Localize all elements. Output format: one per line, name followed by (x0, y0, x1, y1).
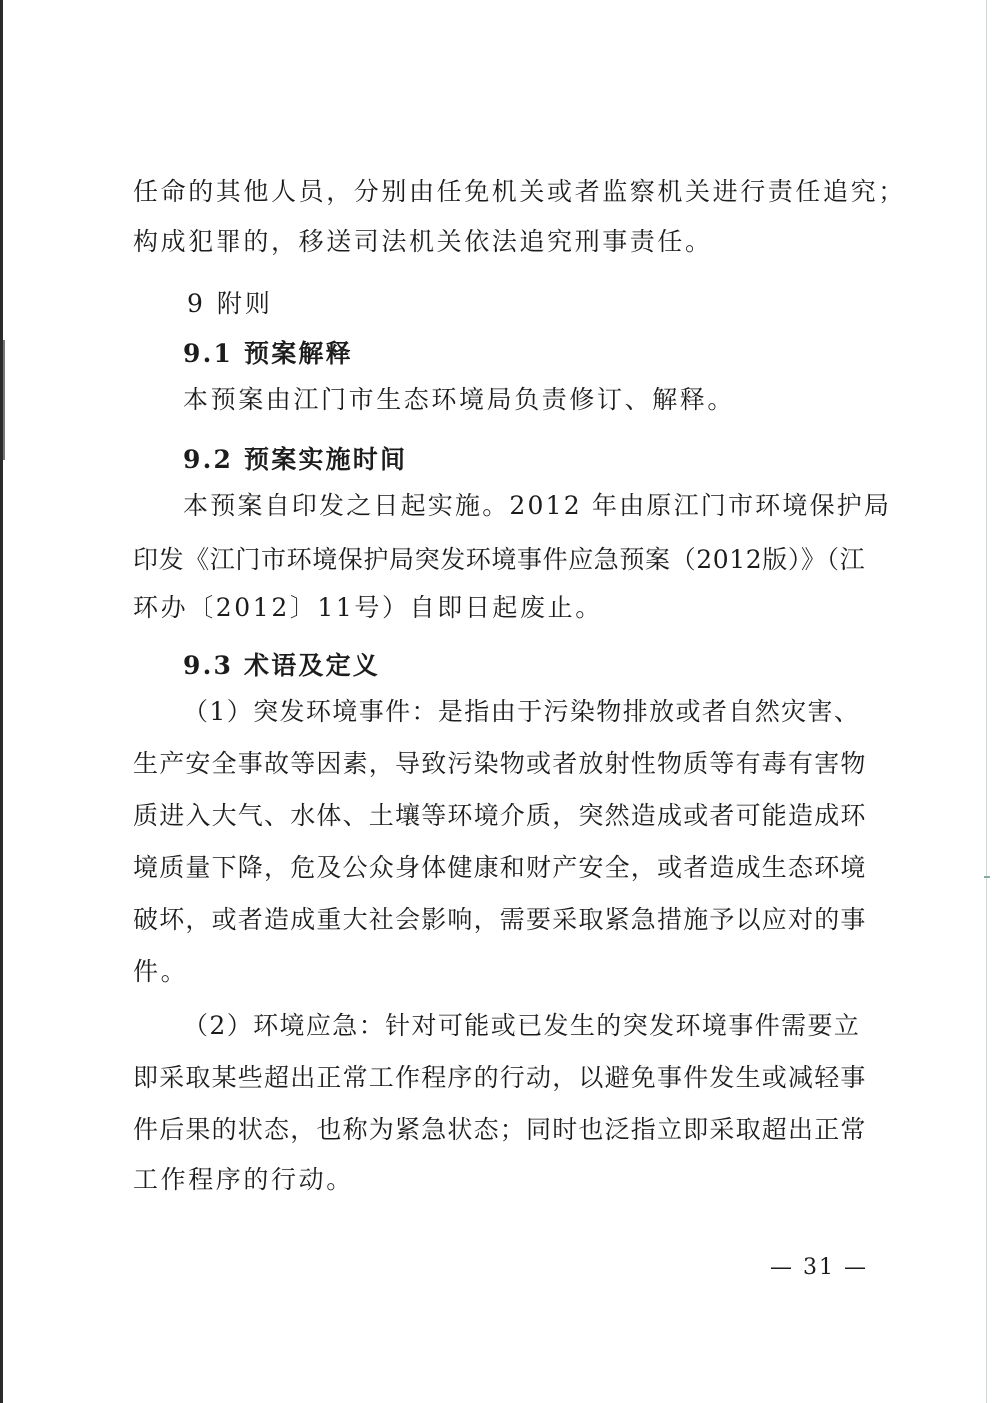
body-line: 印发《江门市环境保护局突发环境事件应急预案（2012版）》（江 (133, 545, 866, 574)
body-line: 本预案自印发之日起实施。2012 年由原江门市环境保护局 (183, 491, 892, 520)
scan-edge-left (0, 0, 3, 1403)
body-line: 本预案由江门市生态环境局负责修订、解释。 (183, 385, 736, 414)
body-line: 任命的其他人员，分别由任免机关或者监察机关进行责任追究； (133, 177, 906, 206)
body-line: 即采取某些超出正常工作程序的行动，以避免事件发生或减轻事 (133, 1063, 867, 1092)
body-line: 件。 (133, 957, 189, 986)
subsection-heading-9-1: 9.1 预案解释 (183, 339, 353, 368)
section-heading-9: 9 附则 (187, 289, 273, 318)
body-line: 件后果的状态，也称为紧急状态；同时也泛指立即采取超出正常 (133, 1115, 867, 1144)
scan-edge-right (986, 0, 987, 1403)
body-line: 环办〔2012〕11号）自即日起废止。 (133, 593, 603, 622)
subsection-heading-9-3: 9.3 术语及定义 (183, 651, 380, 680)
body-line: 质进入大气、水体、土壤等环境介质，突然造成或者可能造成环 (133, 801, 867, 830)
scan-edge-mark (3, 340, 5, 460)
body-line: 构成犯罪的，移送司法机关依法追究刑事责任。 (133, 227, 713, 256)
body-line: 生产安全事故等因素，导致污染物或者放射性物质等有毒有害物 (133, 749, 867, 778)
body-line: 破坏，或者造成重大社会影响，需要采取紧急措施予以应对的事 (133, 905, 867, 934)
body-line: （1）突发环境事件：是指由于污染物排放或者自然灾害、 (183, 697, 861, 726)
body-line: （2）环境应急：针对可能或已发生的突发环境事件需要立 (183, 1011, 861, 1040)
body-line: 境质量下降，危及公众身体健康和财产安全，或者造成生态环境 (133, 853, 867, 882)
body-line: 工作程序的行动。 (133, 1165, 354, 1194)
scan-edge-right-mark (984, 876, 990, 878)
subsection-heading-9-2: 9.2 预案实施时间 (183, 445, 408, 474)
page-number: — 31 — (770, 1255, 868, 1280)
